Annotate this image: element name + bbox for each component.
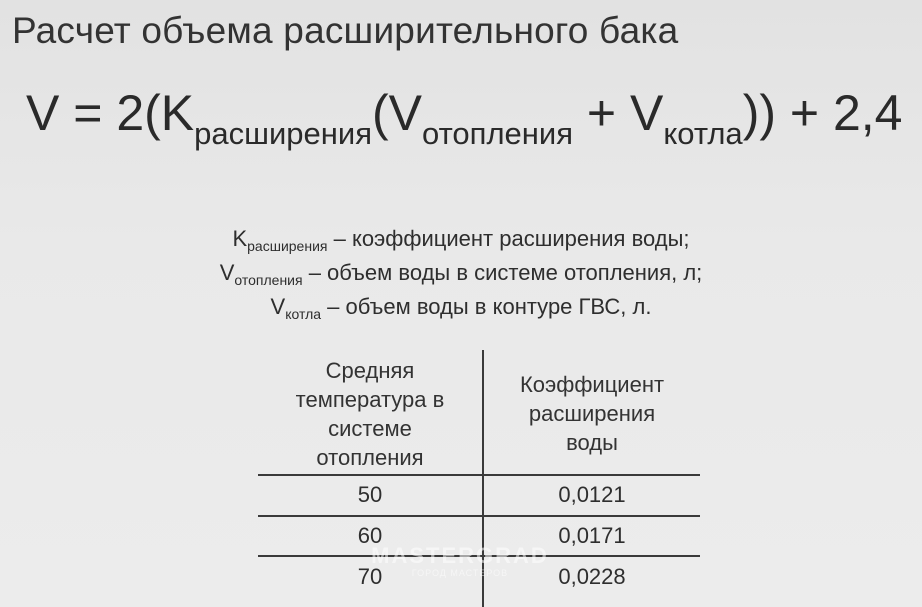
formula-tail: )) + 2,4 [742, 85, 903, 141]
table-cell-temperature: 60 [357, 523, 383, 548]
table-header-coefficient: Коэффициент расширения воды [519, 372, 665, 455]
legend-symbol: V [219, 260, 235, 286]
legend-text: – коэффициент расширения воды; [327, 226, 690, 251]
formula-lhs: V = 2(K [26, 85, 195, 141]
expansion-coefficient-table [258, 350, 700, 607]
table-cell-temperature: 50 [357, 482, 383, 507]
table-row-divider [258, 555, 700, 557]
formula-v-heating-subscript: отопления [422, 116, 574, 151]
formula-v-boiler-subscript: котла [663, 116, 743, 151]
volume-formula [26, 85, 903, 151]
formula-open-v: (V [372, 85, 423, 141]
legend-subscript: расширения [247, 238, 328, 254]
legend-subscript: котла [285, 306, 322, 323]
watermark-brand: MASTERGRAD [371, 543, 549, 568]
legend-text: – объем воды в системе отопления, л; [302, 260, 703, 286]
table-cell-coefficient: 0,0171 [558, 523, 626, 548]
legend-item-v-boiler [0, 290, 922, 324]
legend-subscript: отопления [234, 272, 303, 289]
formula-plus-v: + V [573, 85, 664, 141]
formula-k-subscript: расширения [194, 116, 373, 151]
table-cell-temperature: 70 [357, 564, 383, 589]
table-header-temperature: Средняя температура в системе отопления [295, 358, 445, 470]
table-cell-coefficient: 0,0121 [558, 482, 626, 507]
table-cell-coefficient: 0,0228 [558, 564, 626, 589]
legend-symbol: K [232, 226, 248, 251]
legend-item-k [0, 222, 922, 256]
legend-text: – объем воды в контуре ГВС, л. [321, 294, 652, 320]
page-title: Расчет объема расширительного бака [12, 10, 679, 51]
table-header-divider [258, 474, 700, 476]
legend-symbol: V [270, 294, 286, 320]
table-row-divider [258, 515, 700, 517]
legend-item-v-heating [0, 256, 922, 290]
formula-legend [0, 222, 922, 324]
watermark-tagline: ГОРОД МАСТЕРОВ [411, 568, 509, 578]
